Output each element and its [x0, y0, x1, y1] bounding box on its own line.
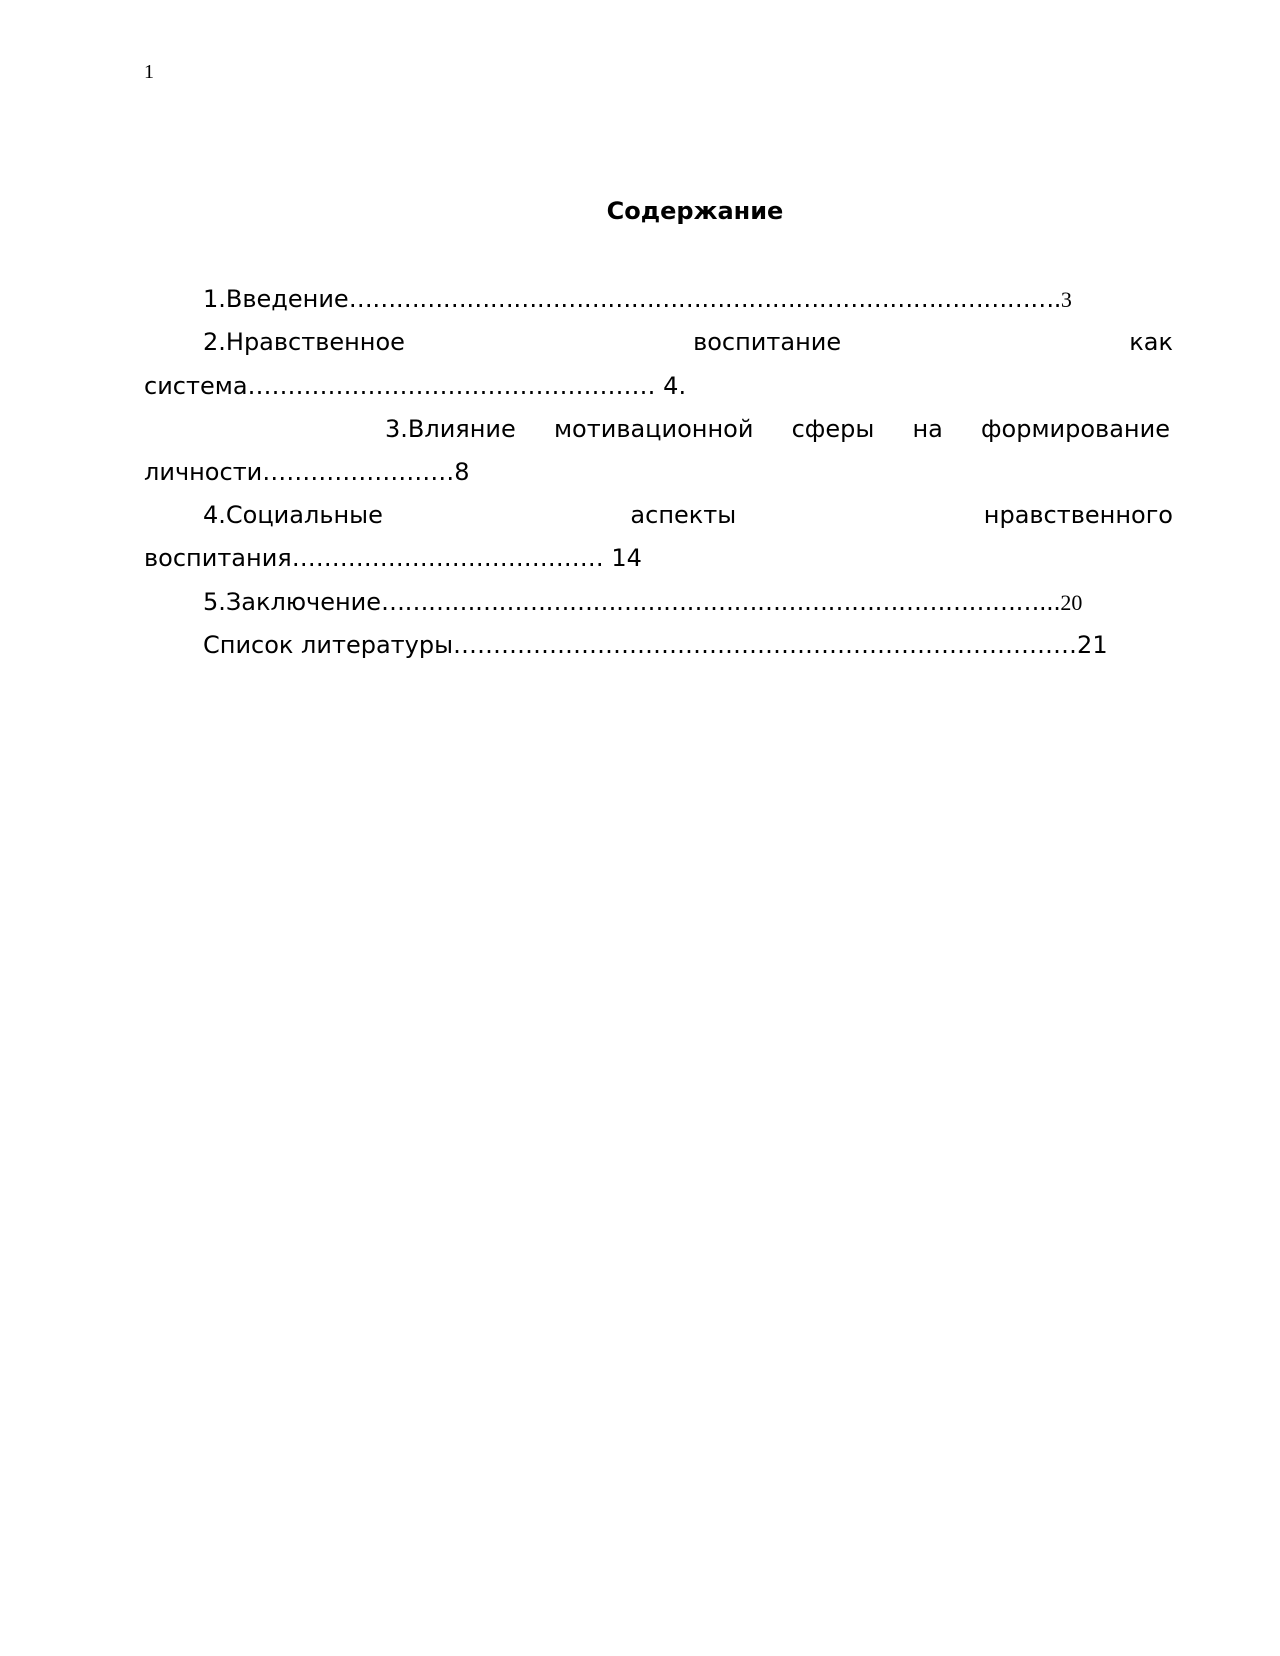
toc-entry-text: личности……………………8 — [144, 458, 470, 486]
page-title: Содержание — [606, 197, 784, 225]
toc-entry-moral-education-continued — [144, 371, 686, 401]
toc-entry-motivation-influence — [385, 414, 1170, 444]
toc-entry-word: 2.Нравственное — [203, 328, 405, 356]
toc-entry-page: 20 — [1060, 590, 1083, 615]
toc-entry-label: 1.Введение — [203, 285, 349, 313]
toc-entry-moral-education — [203, 327, 1173, 357]
toc-entry-social-aspects — [203, 500, 1173, 530]
toc-entry-conclusion — [203, 587, 1082, 618]
toc-entry-word: нравственного — [983, 501, 1173, 529]
toc-entry-references — [203, 630, 1108, 660]
toc-entry-word: на — [912, 415, 943, 443]
toc-entry-leader: …………………………………………………………………………... — [381, 588, 1061, 616]
toc-entry-word: как — [1129, 328, 1173, 356]
toc-entry-text: Список литературы……………………………………………………………………21 — [203, 631, 1108, 659]
toc-entry-word: 4.Социальные — [203, 501, 383, 529]
toc-entry-text: воспитания………………………………… 14 — [144, 544, 642, 572]
toc-entry-page: 3 — [1060, 287, 1072, 312]
page-number: 1 — [144, 61, 154, 83]
toc-entry-leader: ………………………………………………………………………………. — [348, 285, 1061, 313]
toc-entry-word: воспитание — [693, 328, 842, 356]
toc-entry-word: аспекты — [630, 501, 737, 529]
toc-entry-motivation-influence-continued — [144, 457, 470, 487]
toc-entry-text: система…………………………………………… 4. — [144, 372, 687, 400]
toc-entry-social-aspects-continued — [144, 543, 642, 573]
toc-entry-word: формирование — [981, 415, 1170, 443]
toc-entry-word: сферы — [791, 415, 875, 443]
toc-entry-word: мотивационной — [553, 415, 754, 443]
toc-entry-word: 3.Влияние — [385, 415, 516, 443]
toc-entry-introduction — [203, 284, 1072, 315]
toc-entry-label: 5.Заключение — [203, 588, 382, 616]
